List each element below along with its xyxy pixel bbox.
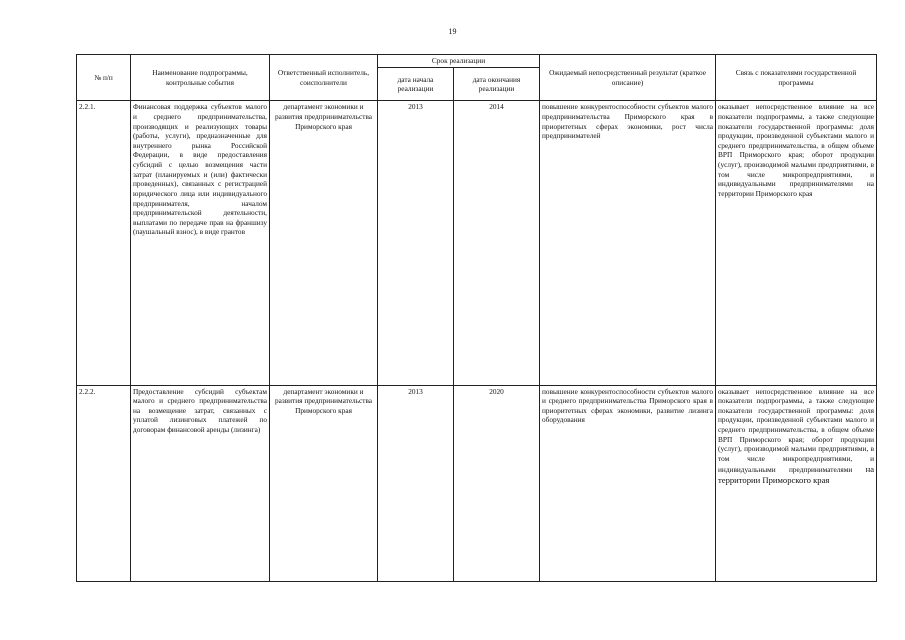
table-row [77, 385, 877, 582]
row-end-year: 2014 [454, 101, 540, 385]
table-header-row [77, 55, 877, 68]
header-end-date: дата окончания реализации [454, 68, 540, 101]
table-row [77, 101, 877, 385]
row-end-year: 2020 [454, 385, 540, 582]
row-program-link [716, 385, 877, 582]
row-start-year: 2013 [378, 101, 454, 385]
row-expected-result: повышение конкурентоспособности субъектов малого предпринимательства Приморского края в приоритетных сферах экономики, рост числа предпринимателей [540, 101, 716, 385]
header-result: Ожидаемый непосредственный результат (краткое описание) [540, 55, 716, 101]
row-number: 2.2.2. [77, 385, 131, 582]
header-number: № п/п [77, 55, 131, 101]
page-number: 19 [448, 27, 457, 36]
subprogram-events-table [76, 54, 877, 582]
header-executor: Ответственный исполнитель, соисполнители [270, 55, 378, 101]
row-executor: департамент экономики и развития предпринимательства Приморского края [270, 101, 378, 385]
row-event-name: Предоставление субсидий субъектам малого и среднего предпринимательства на возмещение затрат, связанных с уплатой лизинговых платежей по договорам финансовой аренды (лизинга) [131, 385, 270, 582]
header-start-date: дата начала реализации [378, 68, 454, 101]
row-program-link [716, 101, 877, 385]
row-start-year: 2013 [378, 385, 454, 582]
row-event-name: Финансовая поддержка субъектов малого и среднего предпринимательства, производящих и реализующих товары (работы, услуги), предназначенные для внутреннего рынка Российской Федерации, в виде предоставления субсидий с целью возмещения части затрат (планируемых и (или) фактически проведенных), связанных с регистрацией юридического лица или индивидуального предпринимателя, началом предпринимательской деятельности, выплатами по передаче прав на франшизу (паушальный взнос), в виде грантов [131, 101, 270, 385]
row-program-link-tail: на территории Приморского края [718, 463, 875, 485]
row-number: 2.2.1. [77, 101, 131, 385]
header-period: Срок реализации [378, 55, 540, 68]
row-expected-result: повышение конкурентоспособности субъектов малого и среднего предпринимательства Приморского края в приоритетных сферах экономики, развитие лизинга оборудования [540, 385, 716, 582]
row-program-link-text: оказывает непосредственное влияние на все показатели подпрограммы, а также следующие показатели государственной программы: доля продукции, произведенной субъектами малого и среднего предпринимательства, в общем объеме ВРП Приморского края; оборот продукции (услуг), производимой малыми предприятиями, в том числе микропредприятиями, и индивидуальными предпринимателями [718, 386, 875, 474]
header-link: Связь с показателями государственной программы [716, 55, 877, 101]
header-name: Наименование подпрограммы, контрольные события [131, 55, 270, 101]
row-program-link-text: оказывает непосредственное влияние на все показатели подпрограммы, а также следующие показатели государственной программы: доля продукции, произведенной субъектами малого и среднего предпринимательства, в общем объеме ВРП Приморского края; оборот продукции (услуг), производимой малыми предприятиями, в том числе микропредприятиями, и индивидуальными предпринимателями на территории Приморского края [718, 102, 875, 198]
row-executor: департамент экономики и развития предпринимательства Приморского края [270, 385, 378, 582]
